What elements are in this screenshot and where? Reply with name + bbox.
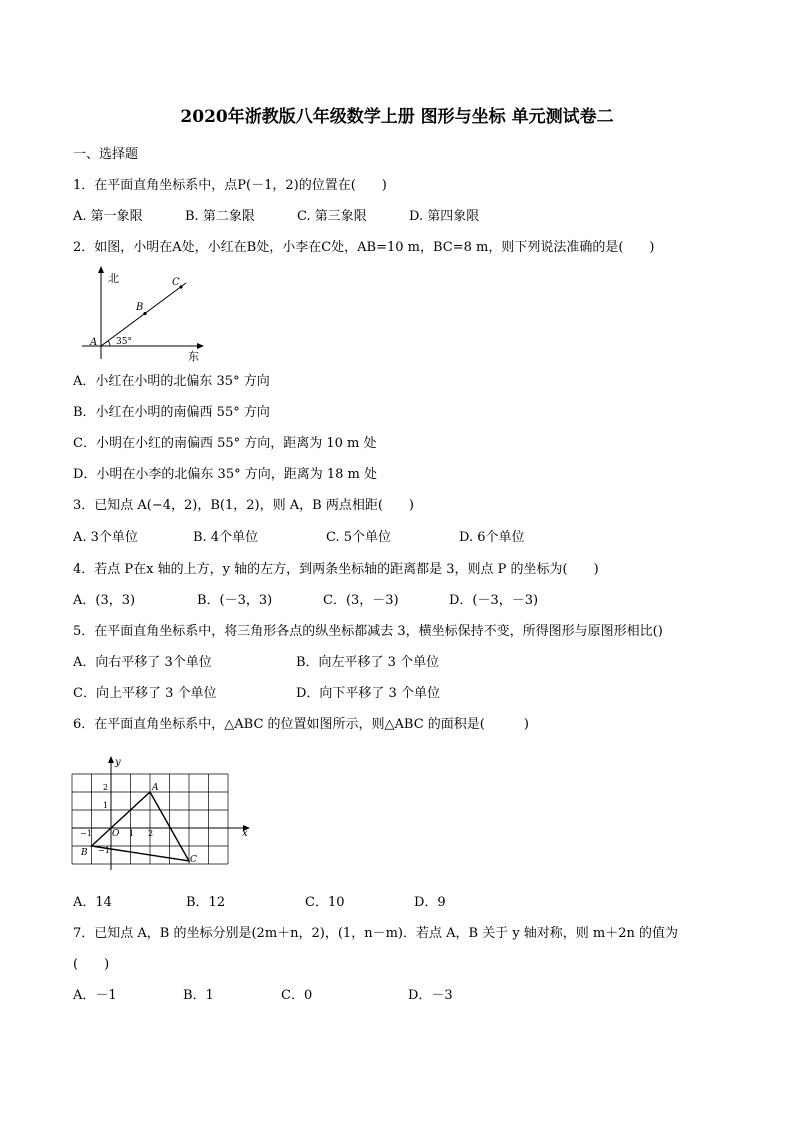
q7-option-b: B．1 <box>183 988 214 1003</box>
q7-option-a: A．－1 <box>73 988 117 1003</box>
point-b-label: B <box>136 302 144 313</box>
q6-option-b: B．12 <box>186 895 226 910</box>
point-b <box>143 312 146 315</box>
q3-option-b: B. 4个单位 <box>193 530 259 545</box>
ray-ac <box>101 283 186 346</box>
q3-option-d: D. 6个单位 <box>459 530 525 545</box>
point-a-label: A <box>90 337 98 348</box>
q2-option-b: B．小红在小明的南偏西 55° 方向 <box>73 405 270 420</box>
q6-option-d: D．9 <box>414 895 446 910</box>
q5-option-a: A．向右平移了 3个单位 <box>73 655 212 670</box>
origin-label: O <box>112 829 120 839</box>
q7-option-c: C．0 <box>281 988 313 1003</box>
q4-option-b: B．(－3，3) <box>197 593 273 608</box>
q1-stem: 1．在平面直角坐标系中，点P(－1，2)的位置在( ) <box>73 178 387 193</box>
point-c-label: C <box>172 277 180 288</box>
q2-option-d: D．小明在小李的北偏东 35° 方向，距离为 18 m 处 <box>73 467 377 482</box>
q4-option-d: D．(－3，－3) <box>449 593 539 608</box>
q3-stem: 3．已知点 A(−4，2)，B(1，2)，则 A，B 两点相距( ) <box>73 498 414 513</box>
y-tick-1: 1 <box>103 801 109 810</box>
q6-coordinate-figure <box>68 752 260 872</box>
angle-arc <box>108 341 110 346</box>
q4-option-a: A．(3，3) <box>73 593 136 608</box>
east-arrow <box>197 343 204 349</box>
point-b-label: B <box>81 848 88 858</box>
q1-option-a: A. 第一象限 <box>73 209 143 224</box>
q3-option-a: A. 3个单位 <box>73 530 138 545</box>
q1-option-c: C. 第三象限 <box>297 209 367 224</box>
north-arrow <box>98 266 104 273</box>
section-heading: 一、选择题 <box>73 147 139 162</box>
q4-stem: 4．若点 P在x 轴的上方，y 轴的左方，到两条坐标轴的距离都是 3，则点 P 的坐标为( ) <box>73 562 599 577</box>
y-tick-neg1: −1 <box>98 846 110 855</box>
x-tick-1: 1 <box>129 829 135 838</box>
y-tick-2: 2 <box>103 783 109 792</box>
q2-stem: 2．如图，小明在A处，小红在B处，小李在C处，AB=10 m，BC=8 m，则下列说法准确的是( ) <box>73 240 655 255</box>
q5-stem: 5．在平面直角坐标系中，将三角形各点的纵坐标都减去 3，横坐标保持不变，所得图形与原图形相比() <box>73 624 663 639</box>
north-label: 北 <box>108 272 119 285</box>
q1-option-b: B. 第二象限 <box>185 209 255 224</box>
q7-option-d: D．－3 <box>408 988 453 1003</box>
y-arrow <box>108 756 114 763</box>
q6-option-c: C．10 <box>305 895 345 910</box>
q2-option-a: A．小红在小明的北偏东 35° 方向 <box>73 374 270 389</box>
q5-option-b: B．向左平移了 3 个单位 <box>296 655 440 670</box>
q6-stem: 6．在平面直角坐标系中，△ABC 的位置如图所示，则△ABC 的面积是( ) <box>73 717 529 732</box>
q4-option-c: C．(3，－3) <box>323 593 399 608</box>
angle-label: 35° <box>116 337 132 347</box>
q6-option-a: A．14 <box>73 895 112 910</box>
q2-direction-figure <box>78 264 208 366</box>
point-a-label: A <box>152 783 159 793</box>
q5-option-d: D．向下平移了 3 个单位 <box>296 686 440 701</box>
q7-stem: 7．已知点 A，B 的坐标分别是(2m＋n，2)，(1，n－m)．若点 A，B 关于 y 轴对称，则 m＋2n 的值为 <box>73 926 679 941</box>
x-tick-2: 2 <box>148 829 154 838</box>
q2-option-c: C．小明在小红的南偏西 55° 方向，距离为 10 m 处 <box>73 436 377 451</box>
x-tick-neg1: −1 <box>80 829 92 838</box>
q3-option-c: C. 5个单位 <box>326 530 392 545</box>
east-label: 东 <box>188 350 199 363</box>
point-c-label: C <box>190 855 197 865</box>
q5-option-c: C．向上平移了 3 个单位 <box>73 686 217 701</box>
y-axis-label: y <box>115 757 121 768</box>
page-title: 2020年浙教版八年级数学上册 图形与坐标 单元测试卷二 <box>180 107 614 127</box>
point-c <box>179 285 182 288</box>
grid <box>72 774 228 864</box>
q1-option-d: D. 第四象限 <box>409 209 480 224</box>
x-axis-label: x <box>242 828 248 839</box>
q7-stem-continued: ( ) <box>73 957 110 972</box>
